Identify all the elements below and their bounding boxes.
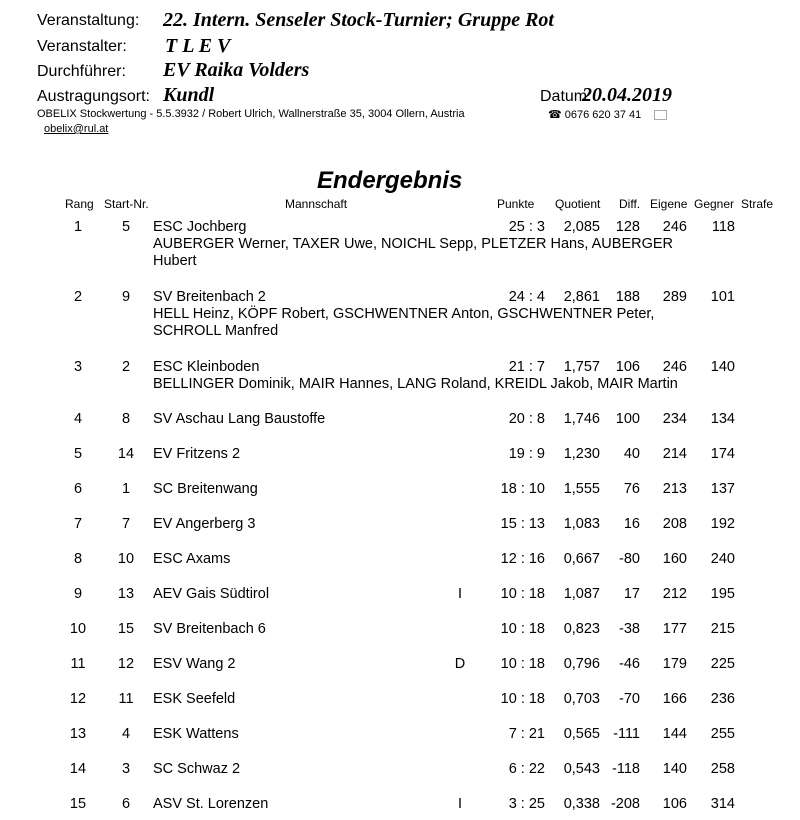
diff-cell: -80 — [619, 551, 640, 567]
quotient-cell: 1,555 — [563, 481, 600, 497]
phone-row — [548, 108, 667, 121]
quotient-cell: 2,085 — [563, 219, 600, 235]
datum-label: Datum — [540, 88, 588, 105]
email-link[interactable]: obelix@rul.at — [44, 123, 109, 135]
durchfuehrer-value: EV Raika Volders — [163, 59, 310, 81]
team-cell: ESC Axams — [153, 551, 231, 567]
team-members: BELLINGER Dominik, MAIR Hannes, LANG Roland, KREIDL Jakob, MAIR Martin — [153, 376, 678, 392]
col-diff: Diff. — [619, 197, 641, 211]
gegner-cell: 258 — [710, 761, 735, 777]
team-cell: ESV Wang 2 — [153, 656, 236, 672]
diff-cell: -111 — [613, 726, 640, 742]
col-strafe: Strafe — [741, 197, 774, 211]
eigene-cell: 106 — [662, 796, 687, 812]
rang-cell: 4 — [73, 411, 83, 427]
eigene-cell: 144 — [662, 726, 687, 742]
rang-cell: 14 — [69, 761, 87, 777]
diff-cell: -70 — [619, 691, 640, 707]
start-cell: 12 — [117, 656, 135, 672]
diff-cell: -46 — [619, 656, 640, 672]
diff-cell: 16 — [623, 516, 640, 532]
eigene-cell: 289 — [662, 289, 687, 305]
start-cell: 1 — [121, 481, 131, 497]
rang-cell: 1 — [73, 219, 83, 235]
team-members: HELL Heinz, KÖPF Robert, GSCHWENTNER Anton, GSCHWENTNER Peter, — [153, 306, 655, 322]
quotient-cell: 1,746 — [563, 411, 600, 427]
punkte-cell: 12 : 16 — [500, 551, 545, 567]
eigene-cell: 140 — [662, 761, 687, 777]
col-quotient: Quotient — [555, 197, 601, 211]
mark-cell: I — [457, 796, 463, 812]
quotient-cell: 1,087 — [563, 586, 600, 602]
start-cell: 8 — [121, 411, 131, 427]
start-cell: 3 — [121, 761, 131, 777]
team-cell: SC Breitenwang — [153, 481, 258, 497]
punkte-cell: 10 : 18 — [500, 586, 545, 602]
rang-cell: 9 — [73, 586, 83, 602]
software-info: OBELIX Stockwertung - 5.5.3932 / Robert Ulrich, Wallnerstraße 35, 3004 Ollern, Austria — [37, 108, 465, 120]
col-eigene: Eigene — [650, 197, 688, 211]
austragungsort-label: Austragungsort: — [37, 88, 150, 105]
punkte-cell: 21 : 7 — [508, 359, 545, 375]
quotient-cell: 1,230 — [563, 446, 600, 462]
team-cell: SV Breitenbach 2 — [153, 289, 266, 305]
quotient-cell: 0,703 — [563, 691, 600, 707]
team-cell: ESC Kleinboden — [153, 359, 260, 375]
diff-cell: 128 — [615, 219, 640, 235]
eigene-cell: 208 — [662, 516, 687, 532]
punkte-cell: 10 : 18 — [500, 621, 545, 637]
col-mannschaft: Mannschaft — [285, 197, 348, 211]
durchfuehrer-label: Durchführer: — [37, 63, 126, 80]
quotient-cell: 2,861 — [563, 289, 600, 305]
punkte-cell: 25 : 3 — [508, 219, 545, 235]
punkte-cell: 20 : 8 — [508, 411, 545, 427]
quotient-cell: 1,757 — [563, 359, 600, 375]
start-cell: 13 — [117, 586, 135, 602]
rang-cell: 6 — [73, 481, 83, 497]
veranstalter-label: Veranstalter: — [37, 38, 127, 55]
diff-cell: 17 — [623, 586, 640, 602]
col-punkte: Punkte — [497, 197, 535, 211]
phone-number: 0676 620 37 41 — [564, 109, 642, 121]
rang-cell: 13 — [69, 726, 87, 742]
team-cell: ESK Seefeld — [153, 691, 236, 707]
gegner-cell: 140 — [710, 359, 735, 375]
eigene-cell: 179 — [662, 656, 687, 672]
gegner-cell: 192 — [710, 516, 735, 532]
diff-cell: -208 — [610, 796, 640, 812]
veranstaltung-label: Veranstaltung: — [37, 12, 140, 29]
punkte-cell: 3 : 25 — [508, 796, 545, 812]
punkte-cell: 24 : 4 — [508, 289, 545, 305]
eigene-cell: 246 — [662, 359, 687, 375]
start-cell: 6 — [121, 796, 131, 812]
eigene-cell: 213 — [662, 481, 687, 497]
col-start: Start-Nr. — [104, 197, 149, 211]
start-cell: 11 — [118, 691, 134, 707]
eigene-cell: 160 — [662, 551, 687, 567]
gegner-cell: 174 — [710, 446, 735, 462]
gegner-cell: 134 — [710, 411, 735, 427]
gegner-cell: 215 — [710, 621, 735, 637]
rang-cell: 5 — [73, 446, 83, 462]
gegner-cell: 236 — [710, 691, 735, 707]
rang-cell: 3 — [73, 359, 83, 375]
start-cell: 10 — [117, 551, 135, 567]
team-cell: AEV Gais Südtirol — [153, 586, 270, 602]
col-gegner: Gegner — [694, 197, 735, 211]
punkte-cell: 10 : 18 — [500, 656, 545, 672]
team-members: Hubert — [153, 253, 197, 269]
eigene-cell: 166 — [662, 691, 687, 707]
gegner-cell: 225 — [710, 656, 735, 672]
eigene-cell: 214 — [662, 446, 687, 462]
diff-cell: 76 — [623, 481, 640, 497]
rang-cell: 11 — [70, 656, 86, 672]
quotient-cell: 0,565 — [563, 726, 600, 742]
veranstaltung-value: 22. Intern. Senseler Stock-Turnier; Gruppe Rot — [163, 9, 554, 31]
quotient-cell: 0,823 — [563, 621, 600, 637]
start-cell: 9 — [121, 289, 131, 305]
gegner-cell: 195 — [710, 586, 735, 602]
rang-cell: 8 — [73, 551, 83, 567]
rang-cell: 10 — [69, 621, 87, 637]
gegner-cell: 314 — [710, 796, 735, 812]
mark-cell: D — [454, 656, 466, 672]
start-cell: 7 — [121, 516, 131, 532]
team-members: AUBERGER Werner, TAXER Uwe, NOICHL Sepp, PLETZER Hans, AUBERGER — [153, 236, 674, 252]
gegner-cell: 101 — [710, 289, 735, 305]
punkte-cell: 10 : 18 — [500, 691, 545, 707]
gegner-cell: 255 — [710, 726, 735, 742]
page-title: Endergebnis — [317, 167, 463, 194]
rang-cell: 15 — [69, 796, 87, 812]
quotient-cell: 0,796 — [563, 656, 600, 672]
punkte-cell: 19 : 9 — [508, 446, 545, 462]
team-cell: SV Aschau Lang Baustoffe — [153, 411, 326, 427]
datum-value: 20.04.2019 — [582, 84, 672, 106]
team-cell: ESK Wattens — [153, 726, 239, 742]
veranstalter-value: T L E V — [165, 35, 231, 57]
austragungsort-value: Kundl — [163, 84, 215, 106]
diff-cell: 188 — [615, 289, 640, 305]
gegner-cell: 240 — [710, 551, 735, 567]
team-cell: SC Schwaz 2 — [153, 761, 241, 777]
start-cell: 2 — [121, 359, 131, 375]
punkte-cell: 18 : 10 — [500, 481, 545, 497]
start-cell: 15 — [117, 621, 135, 637]
diff-cell: -118 — [612, 761, 640, 777]
eigene-cell: 234 — [662, 411, 687, 427]
rang-cell: 7 — [73, 516, 83, 532]
quotient-cell: 1,083 — [563, 516, 600, 532]
diff-cell: -38 — [619, 621, 640, 637]
diff-cell: 106 — [615, 359, 640, 375]
team-cell: ASV St. Lorenzen — [153, 796, 269, 812]
team-members: SCHROLL Manfred — [153, 323, 279, 339]
gegner-cell: 137 — [710, 481, 735, 497]
eigene-cell: 212 — [662, 586, 687, 602]
rang-cell: 2 — [73, 289, 83, 305]
diff-cell: 40 — [623, 446, 640, 462]
team-cell: EV Angerberg 3 — [153, 516, 256, 532]
diff-cell: 100 — [615, 411, 640, 427]
gegner-cell: 118 — [711, 219, 735, 235]
start-cell: 4 — [121, 726, 131, 742]
punkte-cell: 6 : 22 — [508, 761, 545, 777]
eigene-cell: 177 — [662, 621, 687, 637]
phone-icon: ☎ — [548, 109, 562, 121]
punkte-cell: 7 : 21 — [508, 726, 545, 742]
team-cell: ESC Jochberg — [153, 219, 247, 235]
mark-cell: I — [457, 586, 463, 602]
quotient-cell: 0,543 — [563, 761, 600, 777]
rang-cell: 12 — [69, 691, 87, 707]
start-cell: 5 — [121, 219, 131, 235]
punkte-cell: 15 : 13 — [500, 516, 545, 532]
start-cell: 14 — [117, 446, 135, 462]
quotient-cell: 0,667 — [563, 551, 600, 567]
eigene-cell: 246 — [662, 219, 687, 235]
quotient-cell: 0,338 — [563, 796, 600, 812]
team-cell: SV Breitenbach 6 — [153, 621, 266, 637]
col-rang: Rang — [65, 197, 94, 211]
mail-icon — [654, 110, 667, 120]
team-cell: EV Fritzens 2 — [153, 446, 241, 462]
